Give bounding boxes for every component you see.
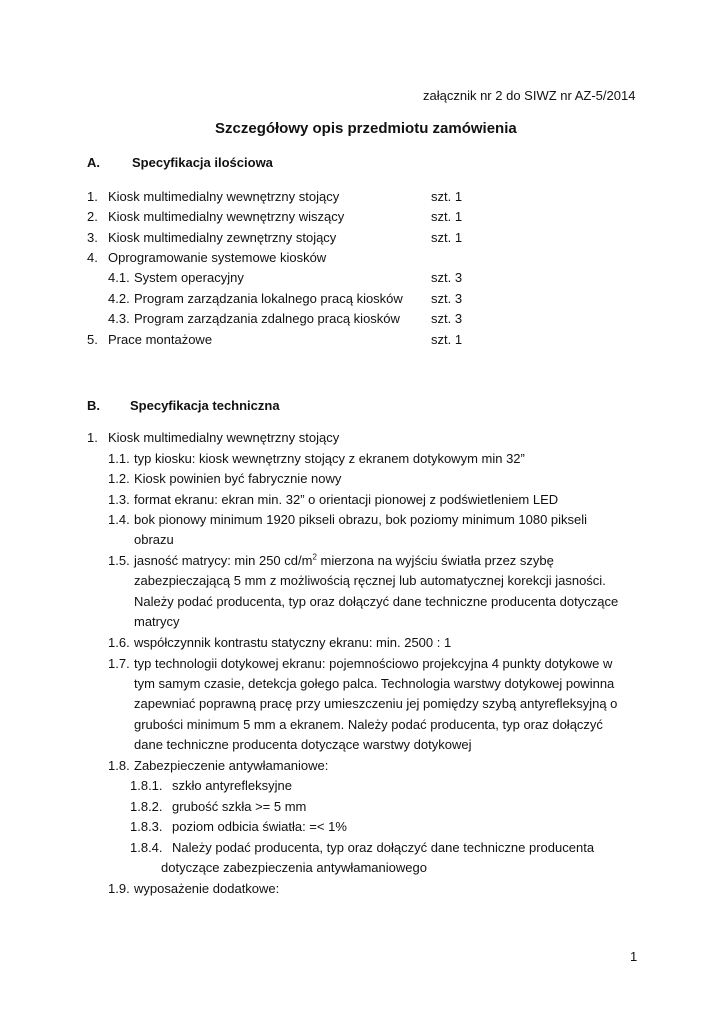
list-item-text: Należy podać producenta, typ oraz dołączyć dane techniczne producenta dotyczące: [134, 594, 619, 609]
list-item-text: Prace montażowe: [108, 332, 213, 347]
list-item-text: typ kiosku: kiosk wewnętrzny stojący z ekranem dotykowym min 32”: [134, 451, 525, 466]
list-subitem-number: 1.8.: [108, 758, 130, 773]
list-item-text: jasność matrycy: min 250 $cd/m^2$ mierzona na wyjściu światła przez szybę: [134, 552, 554, 568]
list-item-text: typ technologii dotykowej ekranu: pojemnościowo projekcyjna 4 punkty dotykowe w: [134, 656, 613, 671]
list-item-text: poziom odbicia światła: =< 1%: [172, 819, 347, 834]
list-item-text: dane techniczne producenta dotyczące warstwy dotykowej: [134, 737, 472, 752]
list-subitem-number: 1.8.1.: [130, 778, 163, 793]
list-subitem-number: 1.4.: [108, 512, 130, 527]
list-item-number: 1.: [87, 189, 98, 204]
list-item-text: format ekranu: ekran min. 32” o orientacji pionowej z podświetleniem LED: [134, 492, 559, 507]
list-item-text: Zabezpieczenie antywłamaniowe:: [134, 758, 329, 773]
list-subitem-number: 1.3.: [108, 492, 130, 507]
list-item-text: zabezpieczającą 5 mm z możliwością ręcznej lub automatycznej korekcji jasności.: [134, 573, 606, 588]
list-item-text: Kiosk multimedialny wewnętrzny wiszący: [108, 209, 345, 224]
attachment-note: załącznik nr 2 do SIWZ nr AZ-5/2014: [423, 88, 636, 103]
list-item-quantity: szt. 3: [431, 270, 463, 285]
list-item-number: 2.: [87, 209, 98, 224]
list-item-number: 4.: [87, 250, 98, 265]
list-item-quantity: szt. 3: [431, 291, 463, 306]
list-item-text: Program zarządzania lokalnego pracą kiosków: [134, 291, 403, 306]
list-item-text: grubość szkła >= 5 mm: [172, 799, 307, 814]
list-subitem-number: 1.6.: [108, 635, 130, 650]
section-b-letter: B.: [87, 398, 100, 413]
list-item-quantity: szt. 1: [431, 189, 463, 204]
list-item-text: Program zarządzania zdalnego pracą kiosków: [134, 311, 400, 326]
list-subitem-number: 1.1.: [108, 451, 130, 466]
list-item-number: 5.: [87, 332, 98, 347]
list-item-number: 1.: [87, 430, 98, 445]
list-item-text: Kiosk multimedialny wewnętrzny stojący: [108, 189, 340, 204]
list-subitem-number: 1.8.2.: [130, 799, 163, 814]
list-subitem-number: 1.9.: [108, 881, 130, 896]
list-item-text: szkło antyrefleksyjne: [172, 778, 292, 793]
list-item-text: wyposażenie dodatkowe:: [134, 881, 280, 896]
list-item-quantity: szt. 1: [431, 230, 463, 245]
list-item-text: tym samym czasie, detekcja gołego palca. Technologia warstwy dotykowej powinna: [134, 676, 615, 691]
list-item-text: współczynnik kontrastu statyczny ekranu: min. 2500 : 1: [134, 635, 452, 650]
section-a-heading: Specyfikacja ilościowa: [132, 155, 273, 170]
list-item-quantity: szt. 1: [431, 332, 463, 347]
list-item-text: System operacyjny: [134, 270, 244, 285]
list-item-text: zapewniać poprawną pracę przy umieszczeniu jej pomiędzy szybą antyrefleksyjną o: [134, 696, 618, 711]
list-item-text: bok pionowy minimum 1920 pikseli obrazu, bok poziomy minimum 1080 pikseli: [134, 512, 588, 527]
page-title: Szczegółowy opis przedmiotu zamówienia: [215, 120, 517, 137]
list-item-text: grubości minimum 5 mm a ekranem. Należy podać producenta, typ oraz dołączyć: [134, 717, 603, 732]
section-a-letter: A.: [87, 155, 100, 170]
list-subitem-number: 4.3.: [108, 311, 130, 326]
list-subitem-number: 1.7.: [108, 656, 130, 671]
list-item-text: matrycy: [134, 614, 180, 629]
list-item-text: Kiosk multimedialny zewnętrzny stojący: [108, 230, 337, 245]
list-subitem-number: 1.8.3.: [130, 819, 163, 834]
list-item-quantity: szt. 3: [431, 311, 463, 326]
page-number: 1: [630, 949, 638, 964]
list-item-quantity: szt. 1: [431, 209, 463, 224]
list-item-text: dotyczące zabezpieczenia antywłamaniowego: [161, 860, 427, 875]
list-subitem-number: 4.1.: [108, 270, 130, 285]
superscript: 2: [312, 552, 317, 562]
list-subitem-number: 4.2.: [108, 291, 130, 306]
list-subitem-number: 1.8.4.: [130, 840, 163, 855]
list-item-text: Oprogramowanie systemowe kiosków: [108, 250, 327, 265]
list-item-number: 3.: [87, 230, 98, 245]
list-item-text: obrazu: [134, 532, 174, 547]
section-b-heading: Specyfikacja techniczna: [130, 398, 280, 413]
list-subitem-number: 1.5.: [108, 553, 130, 568]
list-item-text: Kiosk powinien być fabrycznie nowy: [134, 471, 342, 486]
list-item-text: Kiosk multimedialny wewnętrzny stojący: [108, 430, 340, 445]
list-subitem-number: 1.2.: [108, 471, 130, 486]
list-item-text: Należy podać producenta, typ oraz dołączyć dane techniczne producenta: [172, 840, 595, 855]
